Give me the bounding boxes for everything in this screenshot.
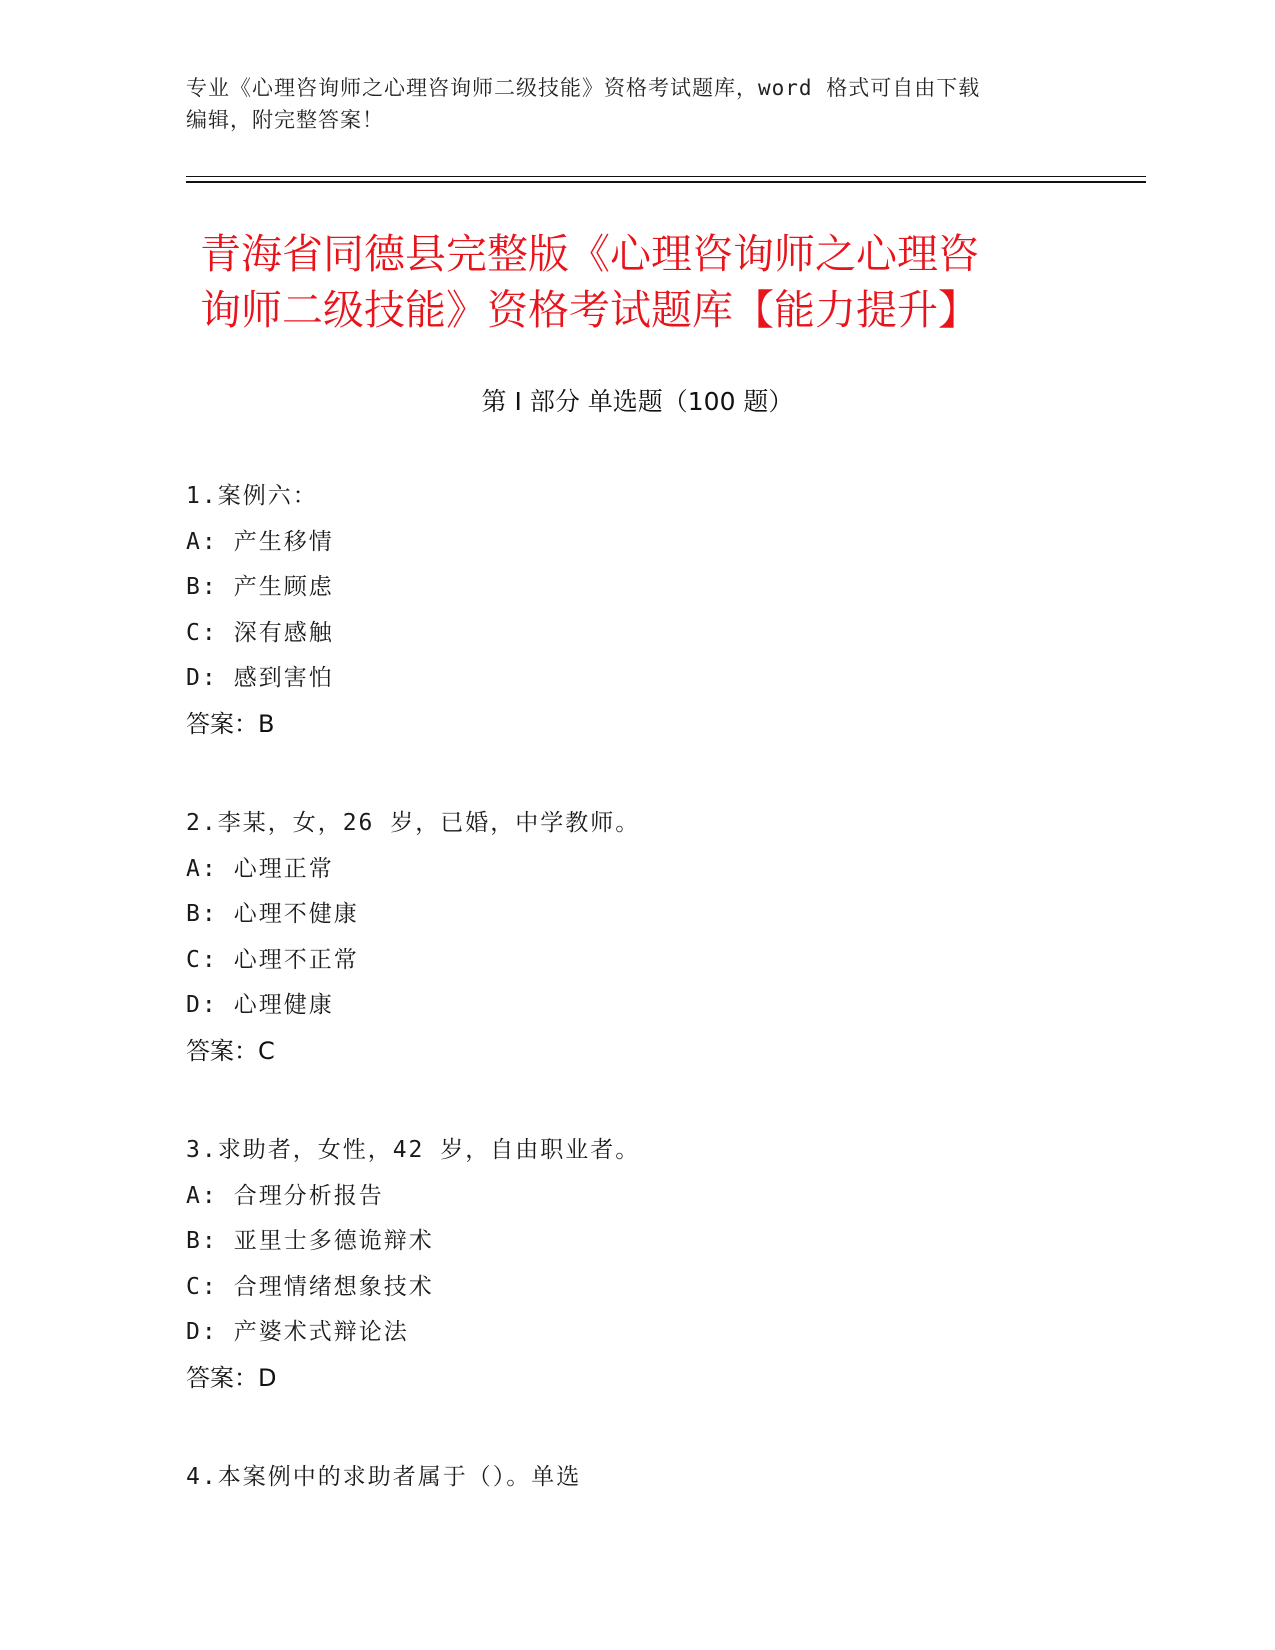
option-text: 产生移情 — [233, 528, 334, 555]
document-title-line-1: 青海省同德县完整版《心理咨询师之心理咨 — [200, 230, 979, 278]
option-text: 合理情绪想象技术 — [233, 1273, 434, 1300]
option-letter: B: — [186, 901, 218, 927]
option-b — [186, 1219, 1086, 1265]
answer-label: 答案： — [186, 1036, 258, 1065]
option-text: 产生顾虑 — [233, 574, 334, 600]
option-a — [186, 520, 1086, 566]
header-divider-thin — [186, 176, 1146, 177]
question-2 — [186, 801, 1086, 1074]
option-letter: B: — [186, 1228, 218, 1254]
option-text: 心理正常 — [233, 855, 334, 882]
question-1 — [186, 474, 1086, 747]
question-stem: 4.本案例中的求助者属于（）。单选 — [186, 1464, 582, 1490]
option-text: 感到害怕 — [233, 665, 334, 691]
question-stem: 2.李某，女，26 岁，已婚，中学教师。 — [186, 810, 641, 836]
header-divider-thick — [186, 181, 1146, 183]
header-note-line-2: 编辑，附完整答案！ — [186, 108, 384, 132]
answer-value: D — [258, 1363, 277, 1392]
section-heading: 第 I 部分 单选题（100 题） — [481, 387, 794, 416]
option-letter: C: — [186, 946, 218, 973]
answer-line — [186, 1029, 1086, 1075]
question-4 — [186, 1455, 1086, 1501]
option-c — [186, 1265, 1086, 1311]
option-letter: D: — [186, 1319, 218, 1345]
option-d — [186, 656, 1086, 702]
answer-value: B — [258, 709, 275, 738]
option-letter: A: — [186, 855, 218, 882]
answer-label: 答案： — [186, 709, 258, 738]
header-note-line-1: 专业《心理咨询师之心理咨询师二级技能》资格考试题库，word 格式可自由下载 — [186, 76, 981, 100]
option-text: 心理健康 — [233, 992, 334, 1018]
option-text: 心理不正常 — [233, 946, 359, 973]
question-stem: 3.求助者，女性，42 岁，自由职业者。 — [186, 1137, 641, 1163]
answer-value: C — [258, 1036, 275, 1065]
document-title-line-2: 询师二级技能》资格考试题库【能力提升】 — [200, 286, 979, 334]
option-text: 心理不健康 — [233, 901, 359, 927]
option-letter: A: — [186, 528, 218, 555]
answer-line — [186, 1356, 1086, 1402]
option-text: 产婆术式辩论法 — [233, 1319, 409, 1345]
document-title — [200, 226, 1100, 338]
question-3 — [186, 1128, 1086, 1401]
option-text: 深有感触 — [233, 619, 334, 646]
question-list — [186, 474, 1086, 1555]
option-letter: D: — [186, 992, 218, 1018]
option-a — [186, 847, 1086, 893]
option-letter: C: — [186, 1273, 218, 1300]
option-a — [186, 1174, 1086, 1220]
option-text: 合理分析报告 — [233, 1182, 384, 1209]
option-d — [186, 983, 1086, 1029]
answer-label: 答案： — [186, 1363, 258, 1392]
option-c — [186, 611, 1086, 657]
option-b — [186, 892, 1086, 938]
option-letter: C: — [186, 619, 218, 646]
option-text: 亚里士多德诡辩术 — [233, 1228, 434, 1254]
option-letter: B: — [186, 574, 218, 600]
question-stem: 1.案例六： — [186, 483, 318, 509]
option-d — [186, 1310, 1086, 1356]
header-note — [186, 72, 1086, 136]
option-b — [186, 565, 1086, 611]
option-letter: D: — [186, 665, 218, 691]
answer-line — [186, 702, 1086, 748]
option-c — [186, 938, 1086, 984]
option-letter: A: — [186, 1182, 218, 1209]
